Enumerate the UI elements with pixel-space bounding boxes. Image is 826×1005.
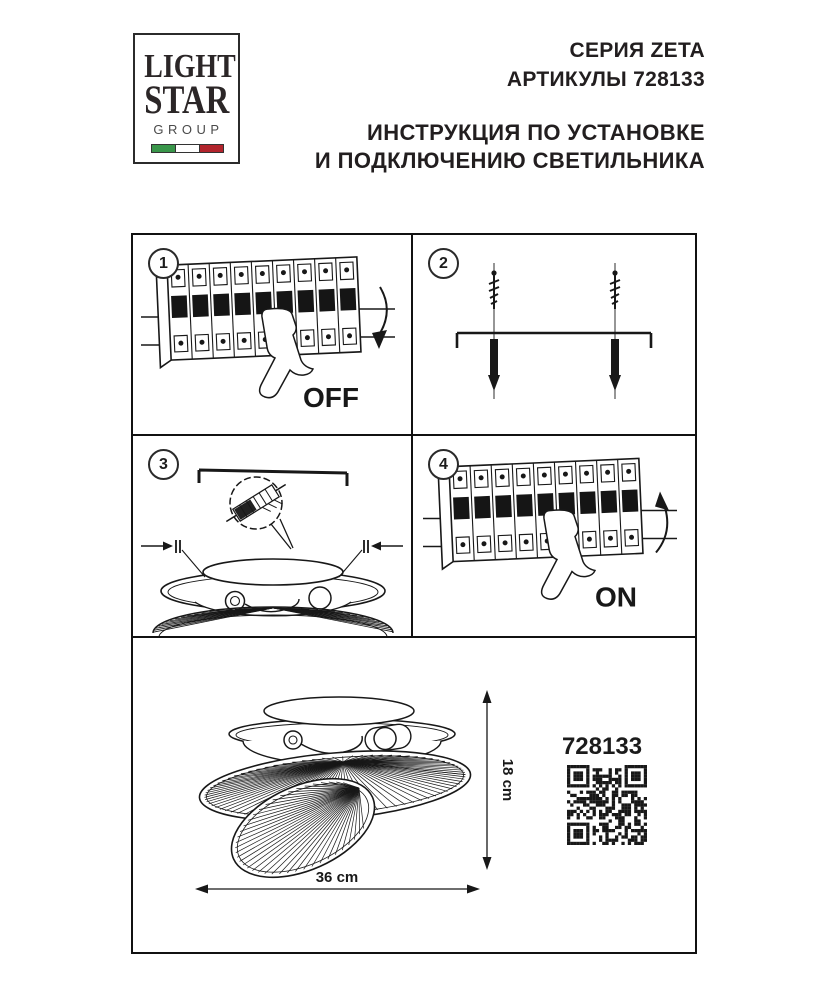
logo-word-light: LIGHT	[144, 48, 236, 85]
bracket-bar	[457, 333, 651, 348]
step-1-panel	[133, 235, 411, 434]
article-number: 728133	[561, 733, 643, 760]
title-line-2: И ПОДКЛЮЧЕНИЮ СВЕТИЛЬНИКА	[314, 148, 705, 173]
logo-word-group: GROUP	[153, 122, 224, 137]
lightstar-logo	[133, 33, 240, 164]
screw-icon	[610, 270, 620, 309]
wall-anchor-icon	[488, 339, 500, 391]
width-dimension-label: 36 cm	[315, 869, 359, 886]
steps-grid	[131, 233, 697, 638]
step-2-badge: 2	[428, 248, 459, 279]
qr-code	[567, 765, 647, 845]
height-dimension-label: 18 cm	[499, 758, 516, 802]
screw-icon	[489, 270, 499, 309]
step-3-panel	[133, 436, 411, 636]
height-dimension	[483, 690, 492, 870]
down-arrow-icon	[372, 287, 387, 349]
left-screw-arrow-icon	[141, 540, 205, 577]
up-arrow-icon	[655, 492, 669, 553]
right-screw-arrow-icon	[339, 540, 403, 577]
articles-label: АРТИКУЛЫ 728133	[506, 68, 705, 91]
wall-anchor-icon	[609, 339, 621, 391]
italian-flag-bar	[151, 144, 224, 153]
document-header	[315, 36, 705, 175]
step-1-badge: 1	[148, 248, 179, 279]
on-label: ON	[595, 581, 637, 613]
step-3-badge: 3	[148, 449, 179, 480]
document-title	[315, 119, 705, 175]
terminal-block-detail-bubble	[223, 477, 294, 549]
logo-word-star: STAR	[144, 77, 230, 122]
off-label: OFF	[303, 382, 359, 413]
step-4-panel	[413, 436, 695, 636]
series-label: СЕРИЯ ZETA	[569, 39, 705, 62]
product-dimensions-panel	[131, 636, 697, 954]
step-2-panel	[413, 235, 695, 434]
step-4-badge: 4	[428, 449, 459, 480]
title-line-1: ИНСТРУКЦИЯ ПО УСТАНОВКЕ	[367, 120, 705, 145]
